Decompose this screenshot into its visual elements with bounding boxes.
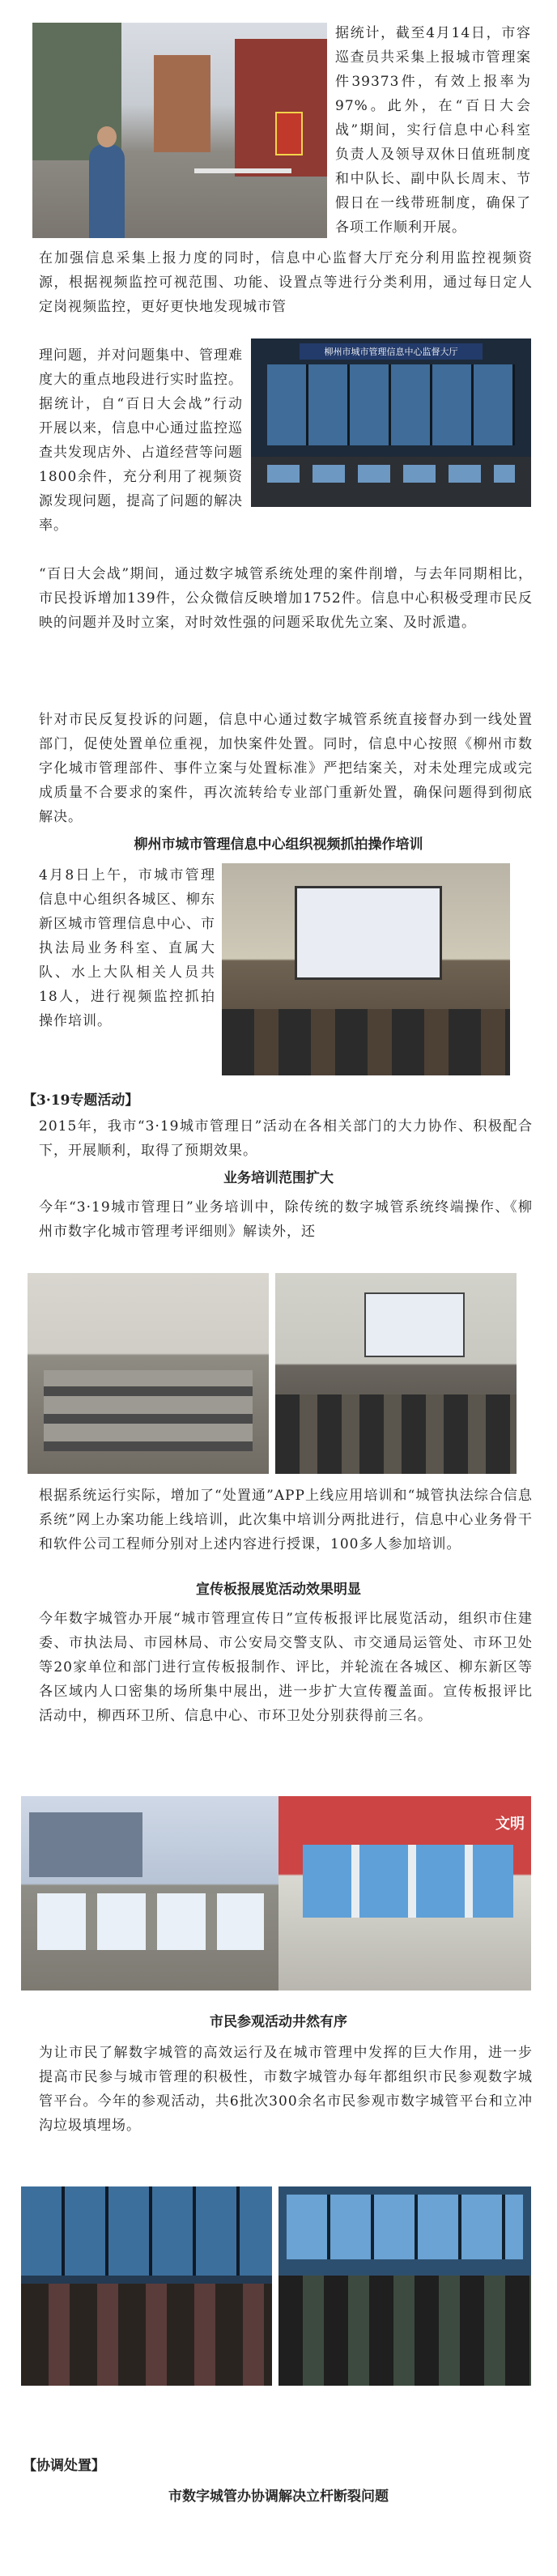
heading-citizen-visit: 市民参观活动井然有序 <box>210 2014 347 2030</box>
photo-classroom-left <box>28 1273 269 1474</box>
photo-classroom-right <box>275 1273 517 1474</box>
paragraph-citizen-visit: 为让市民了解数字城管的高效运行及在城市管理中发挥的巨大作用，进一步提高市民参与城市管理的积极性，市数字城管办每年都组织市民参观数字城管平台。今年的参观活动，共6批次300余名市民参观市数字城管平台和立冲沟垃圾填埋场。 <box>39 2045 533 2134</box>
paragraph-training-apps: 根据系统运行实际，增加了“处置通”APP上线应用培训和“城管执法综合信息系统”网上办案功能上线培训，此次集中培训分两批进行，信息中心业务骨干和软件公司工程师分别对上述内容进行授课，100多人参加培训。 <box>39 1488 533 1552</box>
control-room-banner: 柳州市城市管理信息中心监督大厅 <box>300 343 483 360</box>
paragraph-training-expand: 今年“3·19城市管理日”业务培训中，除传统的数字城管系统终端操作、《柳州市数字化城市管理考评细则》解读外，还 <box>39 1199 533 1240</box>
paragraph-complaints: 针对市民反复投诉的问题，信息中心通过数字城管系统直接督办到一线处置部门，促使处置单位重视，加快案件处置。同时，信息中心按照《柳州市数字化城市管理部件、事件立案与处置标准》严把结案关，对未处理完成或完成质量不合要求的案件，再次流转给专业部门重新处置，确保问题得到彻底解决。 <box>39 712 533 825</box>
paragraph-video-monitoring-full: 在加强信息采集上报力度的同时，信息中心监督大厅充分利用监控视频资源，根据视频监控可视范围、功能、设置点等进行分类利用，通过每日定人定岗视频监控，更好更快地发现城市管 <box>39 250 533 315</box>
paragraph-exhibition: 今年数字城管办开展“城市管理宣传日”宣传板报评比展览活动，组织市住建委、市执法局、市园林局、市公安局交警支队、市交通局运管处、市环卫处等20家单位和部门进行宣传板报制作、评比，并轮流在各城区、柳东新区等各区域内人口密集的场所集中展出，进一步扩大宣传覆盖面。宣传板报评比活动中，柳西环卫所、信息中心、市环卫处分别获得前三名。 <box>39 1611 533 1724</box>
photo-exhibition-left <box>21 1796 278 1991</box>
heading-exhibition: 宣传板报展览活动效果明显 <box>196 1582 361 1598</box>
photo-officer-street <box>32 23 327 238</box>
photo-exhibition-right <box>278 1796 531 1991</box>
exhibition-sign-text: 文明 <box>495 1816 525 1833</box>
photo-visit-right <box>278 2186 531 2386</box>
paragraph-video-training: 4月8日上午，市城市管理信息中心组织各城区、柳东新区城市管理信息中心、市执法局业务科室、直属大队、水上大队相关人员共18人，进行视频监控抓拍操作培训。 <box>39 867 215 1029</box>
paragraph-hundred-days: “百日大会战”期间，通过数字城管系统处理的案件削增，与去年同期相比，市民投诉增加139件，公众微信反映增加1752件。信息中心积极受理市民反映的问题并及时立案，对时效性强的问题采取优先立案、及时派遣。 <box>39 566 533 631</box>
paragraph-319-activity: 2015年，我市“3·19城市管理日”活动在各相关部门的大力协作、积极配合下，开展顺利，取得了预期效果。 <box>39 1118 533 1159</box>
section-title-coordination: 【协调处置】 <box>23 2458 105 2474</box>
paragraph-stats-intro: 据统计，截至4月14日，市容巡查员共采集上报城市管理案件39373件，有效上报率为97%。此外，在“百日大会战”期间，实行信息中心科室负责人及领导双休日值班制度和中队长、副中队长周末、节假日在一线带班制度，确保了各项工作顺利开展。 <box>335 25 531 236</box>
shop-sign-icon <box>275 112 303 155</box>
heading-crack-solution: 市数字城管办协调解决立杆断裂问题 <box>168 2489 389 2505</box>
photo-visit-left <box>21 2186 272 2386</box>
heading-training-expand: 业务培训范围扩大 <box>223 1170 334 1186</box>
photo-control-room <box>251 338 531 507</box>
photo-training-room <box>222 863 510 1075</box>
section-title-319: 【3·19专题活动】 <box>23 1092 139 1109</box>
paragraph-monitoring-left: 理问题，并对问题集中、管理难度大的重点地段进行实时监控。据统计，自“百日大会战”行动开展以来，信息中心通过监控巡查共发现店外、占道经营等问题1800余件，充分利用了视频资源发现问题，提高了问题的解决率。 <box>39 347 243 534</box>
heading-video-training: 柳州市城市管理信息中心组织视频抓拍操作培训 <box>134 837 423 853</box>
